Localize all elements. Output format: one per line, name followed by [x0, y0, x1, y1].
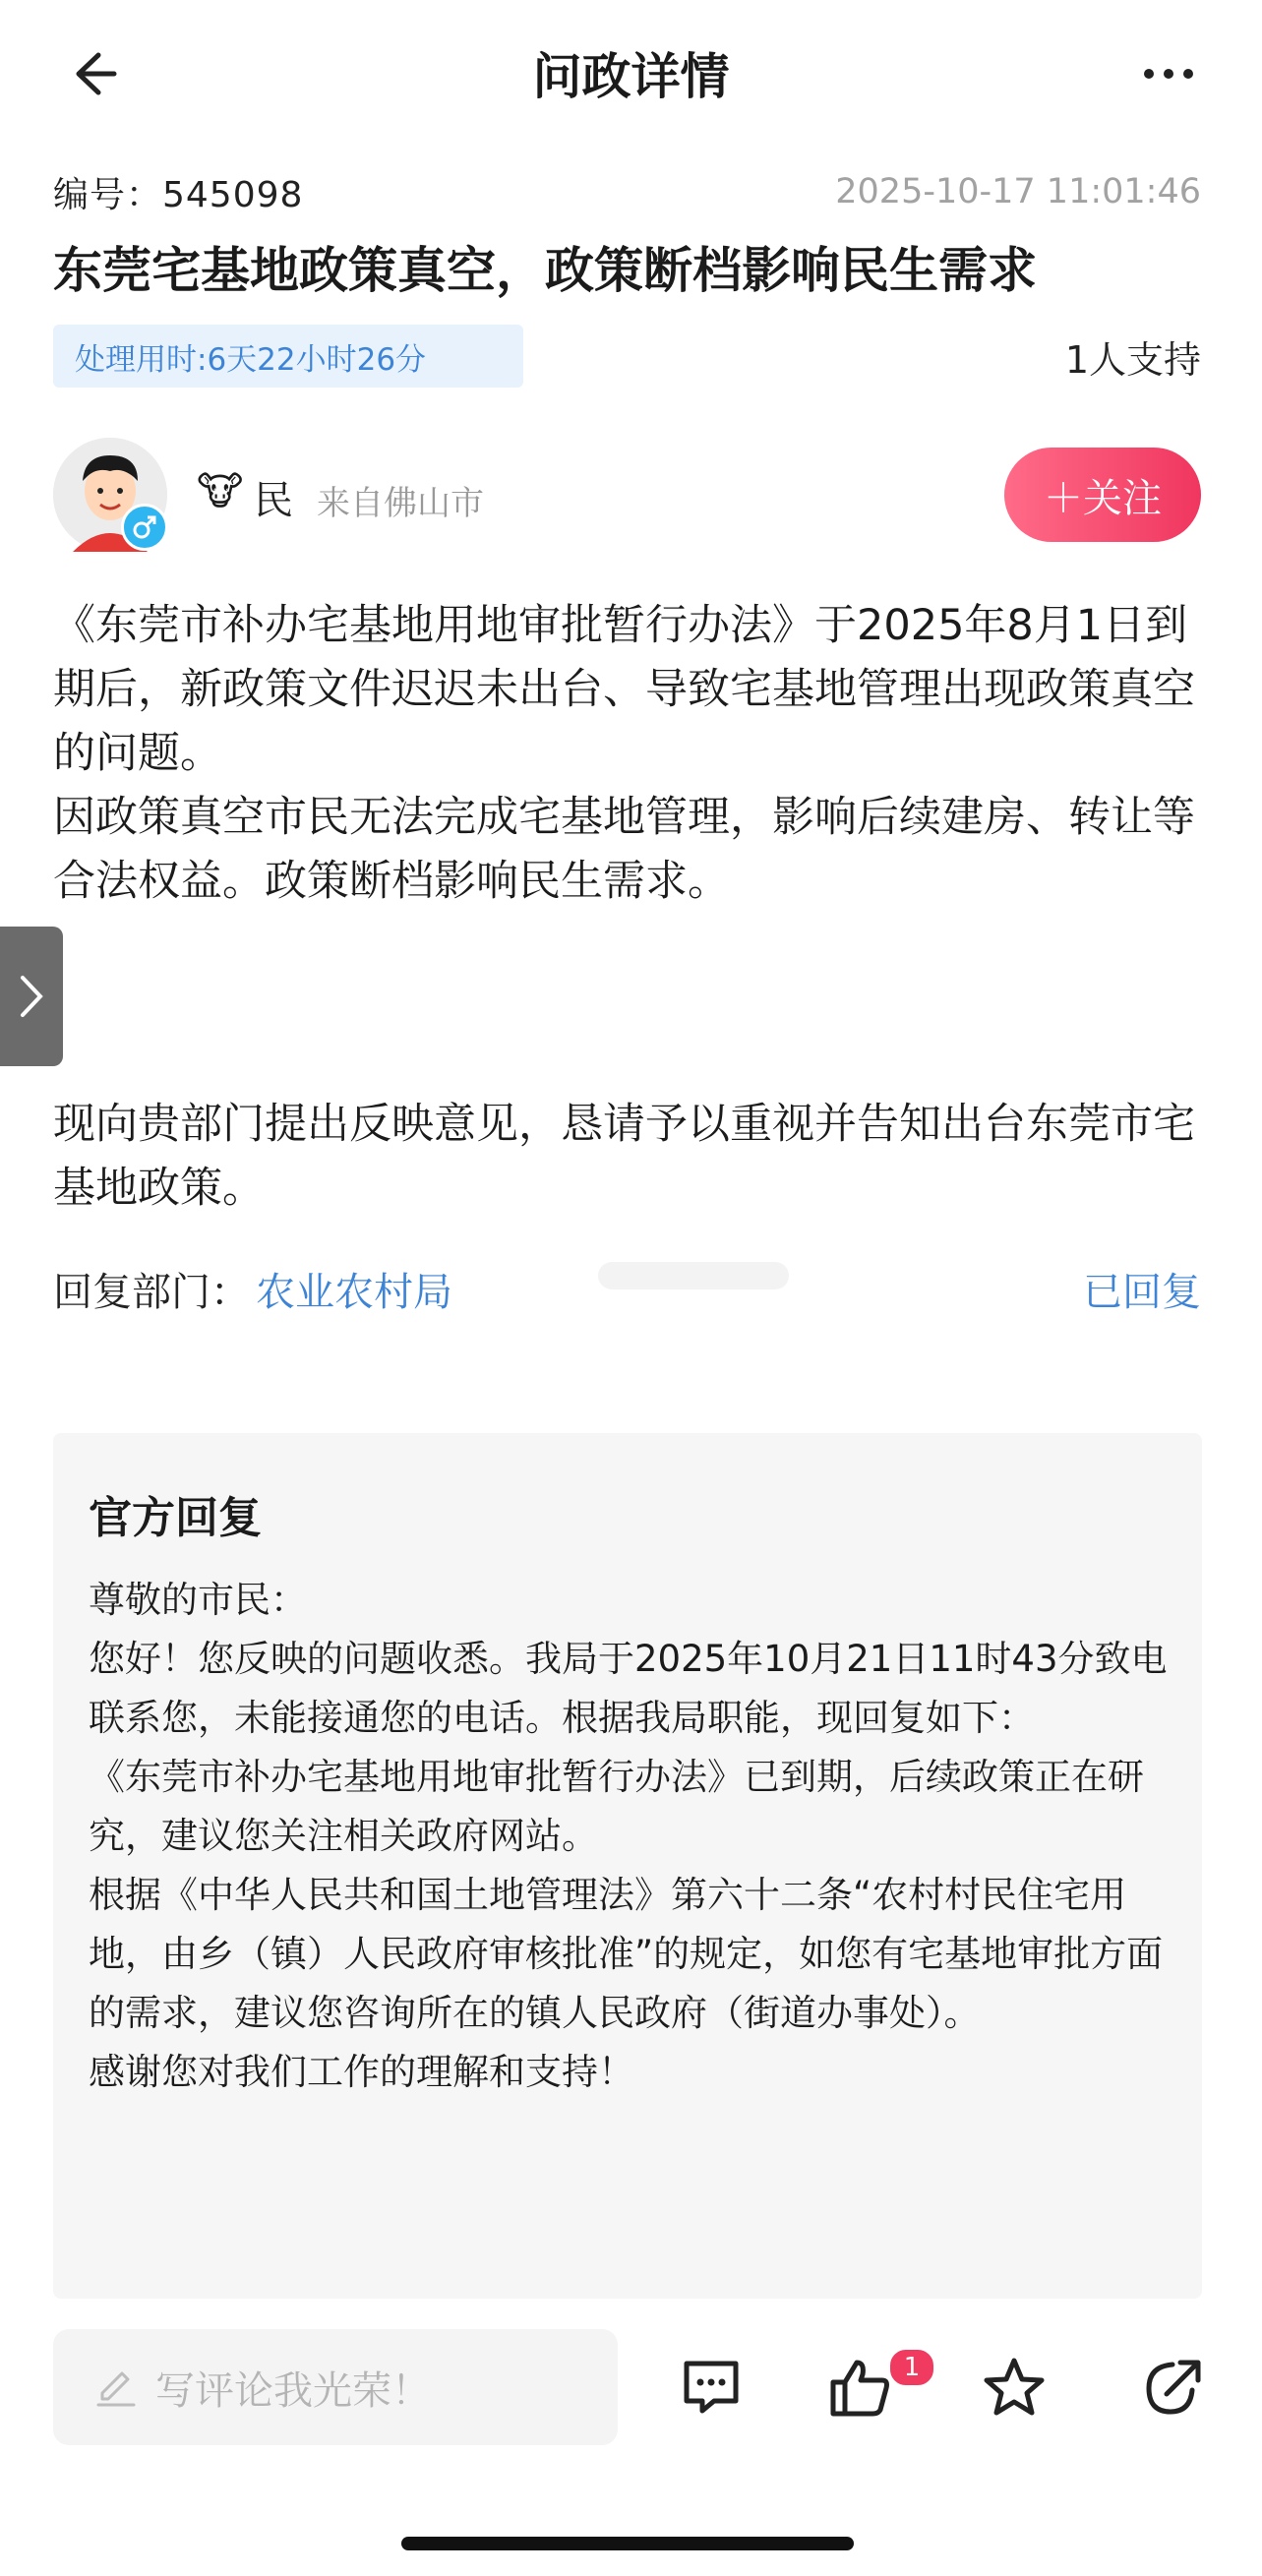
user-name[interactable]: 民	[254, 478, 293, 523]
serial-number: 编号：545098	[53, 174, 304, 215]
meta-row	[53, 167, 1201, 216]
comment-bubble-icon	[681, 2358, 742, 2417]
article-body	[53, 1050, 1219, 1263]
official-reply-line: 感谢您对我们工作的理解和支持！	[89, 2051, 634, 2093]
follow-button[interactable]: ＋关注	[1004, 448, 1201, 542]
more-options-button[interactable]	[1129, 39, 1208, 108]
thumbs-up-icon	[829, 2357, 892, 2418]
star-icon	[983, 2357, 1046, 2418]
article-paragraph: 因政策真空市民无法完成宅基地管理，影响后续建房、转让等合法权益。政策断档影响民生需求。	[53, 793, 1195, 906]
more-dot-icon	[1183, 69, 1193, 79]
favorite-button[interactable]	[980, 2353, 1049, 2422]
user-location: 来自佛山市	[317, 484, 484, 523]
processing-time-badge: 处理用时:6天22小时26分	[53, 325, 523, 388]
like-button[interactable]	[826, 2353, 895, 2422]
chevron-right-icon	[17, 972, 46, 1021]
comment-input[interactable]	[53, 2329, 618, 2445]
page-title: 问政详情	[532, 48, 730, 105]
reply-status: 已回复	[1083, 1269, 1201, 1315]
top-nav-bar	[0, 0, 1262, 148]
article-paragraph: 现向贵部门提出反映意见，恳请予以重视并告知出台东莞市宅基地政策。	[53, 1100, 1195, 1213]
comment-button[interactable]	[677, 2353, 746, 2422]
comment-placeholder: 写评论我光荣！	[155, 2367, 431, 2414]
reply-label: 回复部门：	[53, 1269, 250, 1315]
watermark	[598, 1262, 789, 1289]
official-reply-title: 官方回复	[89, 1493, 262, 1543]
official-reply-line: 《东莞市补办宅基地用地审批暂行办法》已到期，后续政策正在研究，建议您关注相关政府网站。	[89, 1756, 1144, 1857]
article-paragraph: 《东莞市补办宅基地用地审批暂行办法》于2025年8月1日到期后，新政策文件迟迟未出台、导致宅基地管理出现政策真空的问题。	[53, 601, 1195, 778]
official-reply-line: 您好！您反映的问题收悉。我局于2025年10月21日11时43分致电联系您，未能接通您的电话。根据我局职能，现回复如下：	[89, 1638, 1168, 1739]
user-emoji-icon: 🐮	[197, 469, 244, 514]
support-count: 1人支持	[1064, 338, 1201, 382]
official-reply-line: 尊敬的市民：	[89, 1579, 307, 1621]
reply-department-link[interactable]: 农业农村局	[256, 1269, 452, 1315]
male-gender-icon	[121, 504, 168, 551]
share-arrow-icon	[1143, 2357, 1204, 2418]
side-panel-toggle[interactable]	[0, 927, 63, 1066]
pencil-icon	[94, 2366, 138, 2409]
article-body	[53, 594, 1219, 914]
official-reply-card	[53, 1433, 1202, 2299]
article-title: 东莞宅基地政策真空，政策断档影响民生需求	[53, 242, 1037, 299]
like-count-badge: 1	[888, 2348, 935, 2387]
share-button[interactable]	[1139, 2353, 1208, 2422]
official-reply-body	[89, 1571, 1172, 2102]
post-datetime: 2025-10-17 11:01:46	[835, 172, 1201, 211]
more-dot-icon	[1164, 69, 1173, 79]
home-indicator[interactable]	[401, 2537, 854, 2550]
more-dot-icon	[1144, 69, 1154, 79]
official-reply-line: 根据《中华人民共和国土地管理法》第六十二条“农村村民住宅用地，由乡（镇）人民政府审核批准”的规定，如您有宅基地审批方面的需求，建议您咨询所在的镇人民政府（街道办事处）。	[89, 1874, 1164, 2034]
